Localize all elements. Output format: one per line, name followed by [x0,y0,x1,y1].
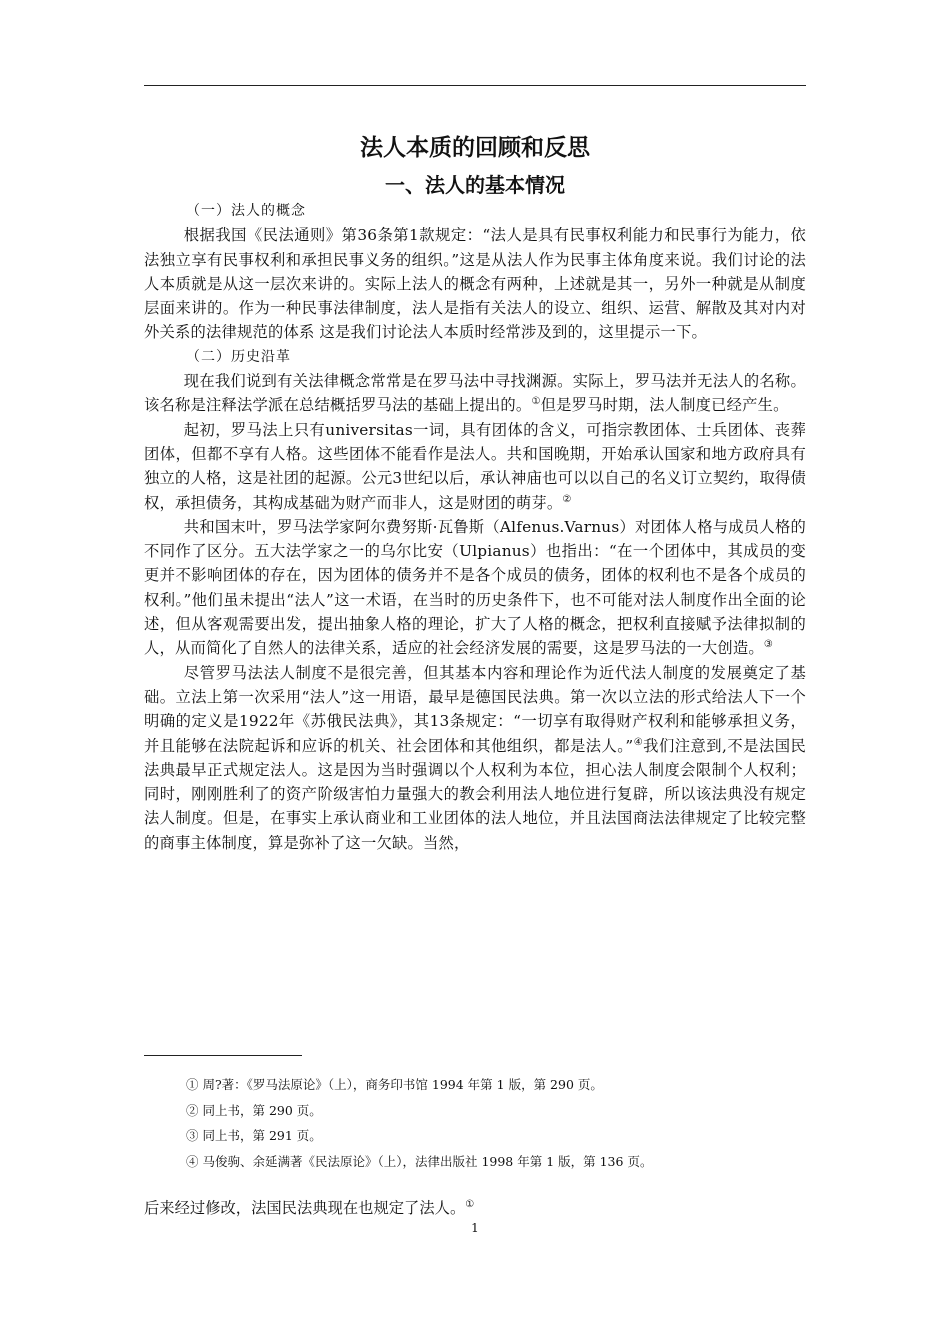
subsection-heading-concept: （一）法人的概念 [186,203,306,219]
paragraph-text: 尽管罗马法法人制度不是很完善，但其基本内容和理论作为近代法人制度的发展奠定了基础。立法上第一次采用“法人”这一用语，最早是德国民法典。第一次以立法的形式给法人下一个明确的定义是1922年《苏俄民法典》，其13条规定：“一切享有取得财产权利和能够承担义务，并且能够在法院起诉和应诉的机关、社会团体和其他组织，都是法人。” [144,663,806,755]
section-heading: 一、法人的基本情况 [385,173,565,197]
footnote-marker: ③ [763,639,774,651]
header-rule [144,85,806,86]
footnote-marker: ① [531,396,541,408]
paragraph-republic-late [144,515,806,661]
paragraph-universitas [144,418,806,515]
page-number: 1 [471,1221,479,1235]
paragraph-text: 但是罗马时期，法人制度已经产生。 [540,396,789,415]
document-title: 法人本质的回顾和反思 [360,135,590,161]
footnote-item: ③ 同上书，第 291 页。 [186,1128,322,1143]
footnote-separator [144,1055,302,1056]
footnote-marker: ② [562,493,572,505]
paragraph-text: 我们注意到,不是法国民法典最早正式规定法人。这是因为当时强调以个人权利为本位，担心法人制度会限制个人权利；同时，刚刚胜利了的资产阶级害怕力量强大的教会利用法人地位进行复辟，所以该法典没有规定法人制度。但是，在事实上承认商业和工业团体的法人地位，并且法国商法法律规定了比较完整的商事主体制度，算是弥补了这一欠缺。当然， [144,736,806,852]
subsection-heading-history: （二）历史沿革 [186,348,291,365]
paragraph-text: 起初，罗马法上只有universitas一词，具有团体的含义，可指宗教团体、士兵团体、丧葬团体，但都不享有人格。这些团体不能看作是法人。共和国晚期，开始承认国家和地方政府具有独立的人格，这是社团的起源。公元3世纪以后，承认神庙也可以以自己的名义订立契约，取得债权，承担债务，其构成基础为财产而非人，这是财团的萌芽。 [144,420,806,512]
paragraph-text: 共和国末叶，罗马法学家阿尔费努斯·瓦鲁斯（Alfenus.Varnus）对团体人格与成员人格的不同作了区分。五大法学家之一的乌尔比安（Ulpianus）也指出：“在一个团体中，其成员的变更并不影响团体的存在，因为团体的债务并不是各个成员的债务，团体的权利也不是各个成员的权利。”他们虽未提出“法人”这一术语，在当时的历史条件下，也不可能对法人制度作出全面的论述，但从客观需要出发，提出抽象人格的理论，扩大了人格的概念，把权利直接赋予法律拟制的人，从而简化了自然人的法律关系，适应的社会经济发展的需要，这是罗马法的一大创造。 [144,517,806,658]
footnote-marker: ① [465,1198,475,1210]
footnote-item: ① 周?著：《罗马法原论》（上），商务印书馆 1994 年第 1 版，第 290 页。 [186,1077,603,1092]
paragraph-text: 后来经过修改，法国民法典现在也规定了法人。 [144,1199,466,1217]
main-body [144,199,806,855]
footnote-item: ④ 马俊驹、余延满著《民法原论》（上），法律出版社 1998 年第 1 版，第 136 页。 [186,1153,653,1169]
paragraph-concept: 根据我国《民法通则》第36条第1款规定：“法人是具有民事权利能力和民事行为能力，依法独立享有民事权利和承担民事义务的组织。”这是从法人作为民事主体角度来说。我们讨论的法人本质就是从这一层次来讲的。实际上法人的概念有两种，上述就是其一，另外一种就是从制度层面来讲的。作为一种民事法律制度，法人是指有关法人的设立、组织、运营、解散及其对内对外关系的法律规范的体系 这是我们讨论法人本质时经常涉及到的，这里提示一下。 [144,226,806,342]
footnote-item: ② 同上书，第 290 页。 [186,1102,322,1118]
footnotes [186,1072,806,1174]
footnote-marker: ④ [633,736,644,748]
continuation-text [144,1196,806,1220]
paragraph-text: 现在我们说到有关法律概念常常是在罗马法中寻找渊源。实际上，罗马法并无法人的名称。该名称是注释法学派在总结概括罗马法的基础上提出的。 [144,372,806,415]
paragraph-modern-legislation [144,661,806,855]
paragraph-roman-origins [144,369,806,418]
